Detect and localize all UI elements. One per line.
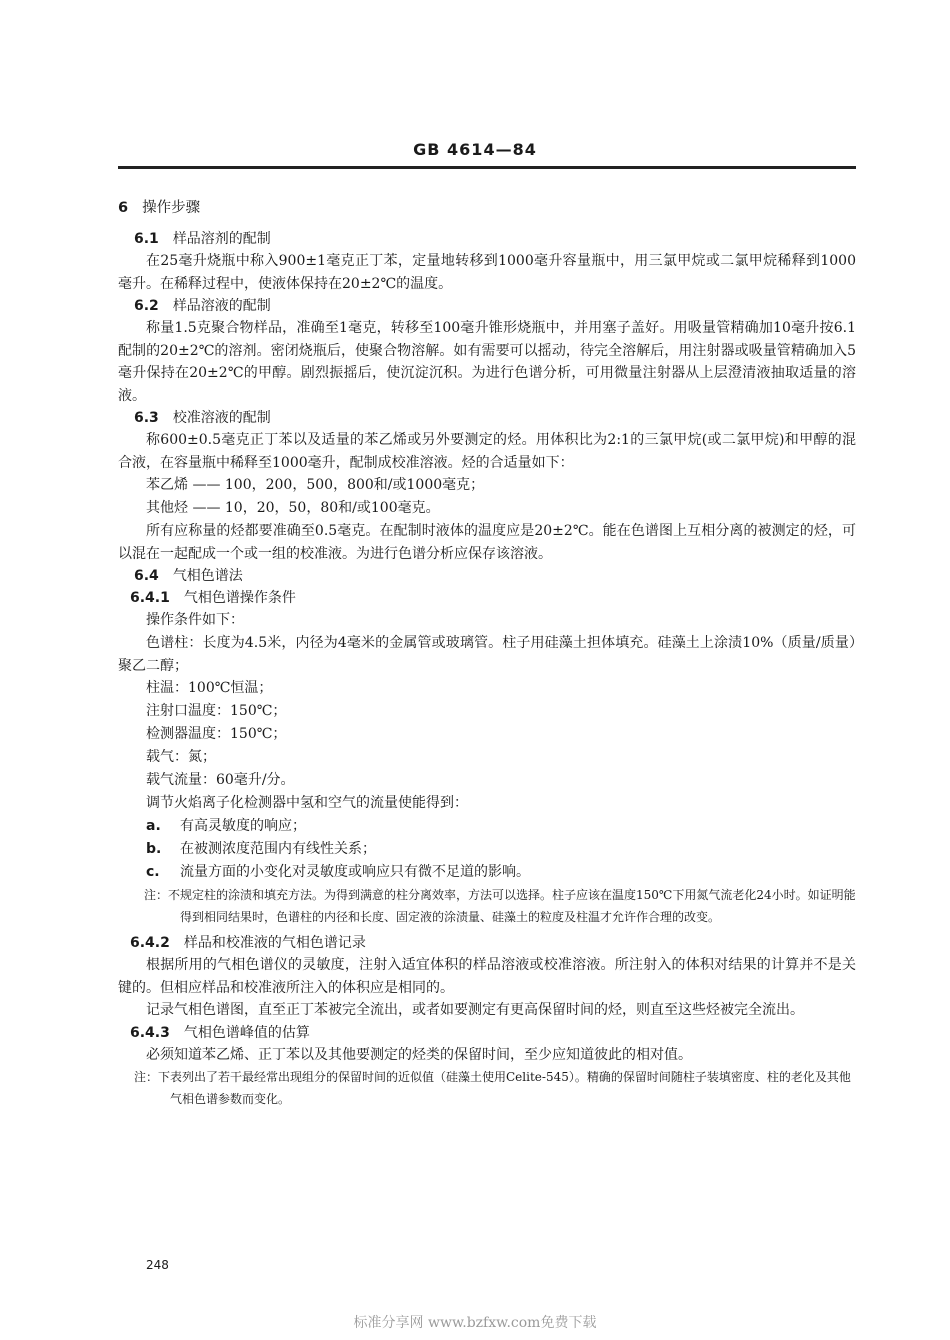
- styrene-amounts: 苯乙烯 —— 100，200，500，800和/或1000毫克；: [146, 477, 485, 493]
- section-6-4-2-text1: 根据所用的气相色谱仪的灵敏度，注射入适宜体积的样品溶液或校准溶液。所注射入的体积对结果的计算并不是关键的。但相应样品和校准液所注入的体积应是相同的。: [118, 957, 856, 996]
- detector-adjust: 调节火焰离子化检测器中氢和空气的流量使能得到：: [146, 795, 468, 811]
- section-number: 6.4: [134, 568, 159, 584]
- list-item: [118, 815, 856, 838]
- section-6-1-heading: [118, 228, 856, 250]
- detector-temperature: 检测器温度：150℃；: [146, 726, 287, 742]
- injector-temperature: 注射口温度：150℃；: [146, 703, 287, 719]
- item-text: 流量方面的小变化对灵敏度或响应只有微不足道的影响。: [180, 864, 530, 880]
- section-number: 6.4.2: [130, 935, 170, 951]
- column-spec: 色谱柱：长度为4.5米，内径为4毫米的金属管或玻璃管。柱子用硅藻土担体填充。硅藻土上涂渍10%（质量/质量）聚乙二醇；: [118, 635, 856, 674]
- section-title: 操作步骤: [142, 200, 201, 216]
- section-6-4-1-note: 注：不规定柱的涂渍和填充方法。为得到满意的柱分离效率，方法可以选择。柱子应该在温度150℃下用氮气流老化24小时。如证明能得到相同结果时，色谱柱的内径和长度、固定液的涂渍量、硅藻土的粒度及柱温才允许作合理的改变。: [144, 888, 856, 924]
- column-temperature: 柱温：100℃恒温；: [146, 680, 273, 696]
- conditions-intro: 操作条件如下：: [146, 612, 244, 628]
- carrier-flow: 载气流量：60毫升/分。: [146, 772, 295, 788]
- section-number: 6.4.1: [130, 590, 170, 606]
- section-number: 6.2: [134, 298, 159, 314]
- section-6-2-heading: [118, 295, 856, 317]
- section-number: 6.3: [134, 410, 159, 426]
- watermark: 标准分享网 www.bzfxw.com免费下载: [353, 1315, 597, 1331]
- section-title: 气相色谱峰值的估算: [183, 1024, 310, 1041]
- section-6-4-1-heading: [118, 587, 856, 609]
- section-number: 6.4.3: [130, 1024, 170, 1041]
- list-item: [118, 838, 856, 861]
- section-6-3-text: 称600±0.5毫克正丁苯以及适量的苯乙烯或另外要测定的烃。用体积比为2:1的三氯甲烷(或二氯甲烷)和甲醇的混合液，在容量瓶中稀释至1000毫升，配制成校准溶液。烃的合适量如下：: [118, 432, 856, 471]
- section-title: 气相色谱操作条件: [183, 590, 296, 606]
- page-number: 248: [146, 1258, 169, 1272]
- section-title: 样品和校准液的气相色谱记录: [183, 935, 366, 951]
- section-title: 校准溶液的配制: [172, 410, 271, 426]
- item-text: 在被测浓度范围内有线性关系；: [180, 841, 376, 857]
- section-6-4-3-text: 必须知道苯乙烯、正丁苯以及其他要测定的烃类的保留时间，至少应知道彼此的相对值。: [146, 1046, 692, 1063]
- section-title: 气相色谱法: [172, 568, 243, 584]
- section-6-2-text: 称量1.5克聚合物样品，准确至1毫克，转移至100毫升锥形烧瓶中，并用塞子盖好。用吸量管精确加10毫升按6.1配制的20±2℃的溶剂。密闭烧瓶后，使聚合物溶解。如有需要可以摇动，待完全溶解后，用注射器或吸量管精确加入5毫升保持在20±2℃的甲醇。剧烈振摇后，使沉淀沉积。为进行色谱分析，可用微量注射器从上层澄清液抽取适量的溶液。: [118, 320, 856, 404]
- section-6-4-3-heading: [118, 1022, 856, 1044]
- carrier-gas: 载气：氮；: [146, 749, 216, 765]
- section-title: 样品溶剂的配制: [172, 231, 271, 247]
- section-6-4-heading: [118, 565, 856, 587]
- standard-code-header: GB 4614—84: [413, 140, 537, 159]
- section-number: 6.1: [134, 231, 159, 247]
- section-6-3-text2: 所有应称量的烃都要准确至0.5毫克。在配制时液体的温度应是20±2℃。能在色谱图上互相分离的被测定的烃，可以混在一起配成一个或一组的校准液。为进行色谱分析应保存该溶液。: [118, 523, 856, 562]
- section-6-4-3-note: 注：下表列出了若干最经常出现组分的保留时间的近似值（硅藻土使用Celite-545）。精确的保留时间随柱子装填密度、柱的老化及其他气相色谱参数而变化。: [134, 1070, 851, 1106]
- section-title: 样品溶液的配制: [172, 298, 271, 314]
- section-6-4-2-text2: 记录气相色谱图，直至正丁苯被完全流出，或者如要测定有更高保留时间的烃，则直至这些烃被完全流出。: [146, 1002, 804, 1018]
- item-label: a.: [146, 818, 161, 834]
- item-label: b.: [146, 841, 162, 857]
- header-rule: [118, 166, 856, 169]
- item-label: c.: [146, 864, 160, 880]
- section-6-3-heading: [118, 407, 856, 429]
- section-6-1-text: 在25毫升烧瓶中称入900±1毫克正丁苯，定量地转移到1000毫升容量瓶中，用三氯甲烷或二氯甲烷稀释到1000毫升。在稀释过程中，使液体保持在20±2℃的温度。: [118, 253, 856, 292]
- document-body: [118, 196, 856, 1110]
- item-text: 有高灵敏度的响应；: [180, 818, 306, 834]
- other-hydrocarbon-amounts: 其他烃 —— 10，20，50，80和/或100毫克。: [146, 500, 440, 516]
- list-item: [118, 861, 856, 884]
- section-6-4-2-heading: [118, 932, 856, 954]
- section-6-heading: [118, 196, 856, 220]
- section-number: 6: [118, 200, 129, 216]
